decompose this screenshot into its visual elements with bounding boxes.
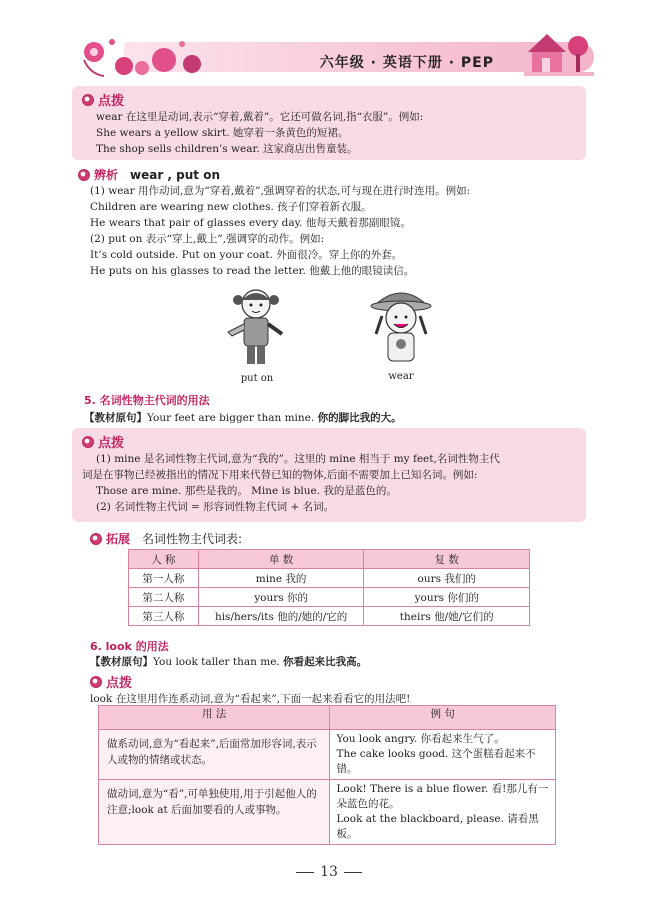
tuozhan-caption: 名词性物主代词表: bbox=[142, 532, 243, 546]
dianbo-box-1 bbox=[72, 86, 586, 160]
dianbo-title: 点拨 bbox=[98, 436, 125, 451]
source-tag: 【教材原句】 bbox=[84, 412, 147, 424]
table-cell: ours 我们的 bbox=[364, 569, 530, 588]
example-line: The cake looks good. 这个蛋糕看起来不错。 bbox=[336, 748, 536, 775]
girl-figure-icon bbox=[212, 286, 302, 370]
page-header bbox=[64, 18, 594, 78]
figure-caption: put on bbox=[240, 373, 274, 384]
table-header-row bbox=[129, 550, 530, 569]
jiexi-title: 辨析 bbox=[94, 168, 119, 182]
girl-putting-on-clothes-figure bbox=[212, 286, 302, 384]
example-cell bbox=[330, 780, 556, 845]
source-tag: 【教材原句】 bbox=[90, 656, 153, 668]
table-row bbox=[129, 588, 530, 607]
table-header-cell: 例 句 bbox=[330, 706, 556, 730]
dianbo-label-1 bbox=[82, 90, 576, 109]
table-header-cell: 复 数 bbox=[364, 550, 530, 569]
text-line: Children are wearing new clothes. 孩子们穿着新衣服。 bbox=[90, 201, 372, 213]
text-line: She wears a yellow skirt. 她穿着一条黄色的短裙。 bbox=[96, 127, 349, 139]
text-line: (1) mine 是名词性物主代词,意为“我的”。这里的 mine 相当于 my feet,名词性物主代 bbox=[96, 453, 500, 465]
bullet-icon bbox=[82, 436, 94, 448]
house-tree-icon bbox=[524, 24, 594, 80]
text-line: Those are mine. 那些是我的。 Mine is blue. 我的是蓝色的。 bbox=[96, 485, 397, 497]
text-line: He wears that pair of glasses every day. 他每天戴着那副眼镜。 bbox=[90, 217, 411, 229]
dianbo-title: 点拨 bbox=[106, 676, 133, 691]
table-row bbox=[99, 730, 556, 780]
flower-decoration-icon bbox=[64, 30, 224, 80]
usage-cell: 做系动词,意为“看起来”,后面常加形容词,表示人或物的情绪或状态。 bbox=[99, 730, 330, 780]
table-cell: mine 我的 bbox=[198, 569, 364, 588]
table-cell: yours 你们的 bbox=[364, 588, 530, 607]
bullet-icon bbox=[82, 94, 94, 106]
table-cell: his/hers/its 他的/她的/它的 bbox=[198, 607, 364, 626]
table-row bbox=[129, 607, 530, 626]
dianbo-title: 点拨 bbox=[98, 94, 125, 109]
text-line: (2) put on 表示“穿上,戴上”,强调穿的动作。例如: bbox=[90, 233, 325, 245]
tuozhan-section bbox=[90, 530, 540, 547]
jiexi-section bbox=[78, 166, 588, 279]
page-number bbox=[0, 864, 658, 880]
table-cell: yours 你的 bbox=[198, 588, 364, 607]
section-heading: 6. look 的用法 bbox=[90, 640, 169, 653]
table-header-row bbox=[99, 706, 556, 730]
table-cell: 第一人称 bbox=[129, 569, 199, 588]
example-line: Look at the blackboard, please. 请看黑板。 bbox=[336, 813, 539, 840]
table-cell: 第二人称 bbox=[129, 588, 199, 607]
text-line: look 在这里用作连系动词,意为“看起来”,下面一起来看看它的用法吧! bbox=[90, 693, 411, 705]
figure-caption: wear bbox=[388, 371, 414, 382]
dianbo-label-2 bbox=[82, 432, 576, 451]
dianbo-box-2 bbox=[72, 428, 586, 522]
tuozhan-title: 拓展 bbox=[106, 532, 131, 546]
table-header-cell: 单 数 bbox=[198, 550, 364, 569]
example-line: Look! There is a blue flower. 看!那儿有一朵蓝色的花。 bbox=[336, 783, 549, 810]
text-line: The shop sells children’s wear. 这家商店出售童装。 bbox=[96, 143, 358, 155]
text-line: wear 在这里是动词,表示“穿着,戴着”。它还可做名词,指“衣服”。例如: bbox=[96, 111, 424, 123]
source-sentence bbox=[84, 410, 594, 426]
source-cn: 你看起来比我高。 bbox=[283, 656, 368, 668]
text-line: He puts on his glasses to read the letter. 他戴上他的眼镜读信。 bbox=[90, 265, 415, 277]
table-row bbox=[129, 569, 530, 588]
source-en: You look taller than me. bbox=[153, 656, 280, 668]
section-heading: 5. 名词性物主代词的用法 bbox=[84, 394, 210, 407]
table-cell: 第三人称 bbox=[129, 607, 199, 626]
usage-cell: 做动词,意为“看”,可单独使用,用于引起他人的注意;look at 后面加要看的人或事物。 bbox=[99, 780, 330, 845]
table-row bbox=[99, 780, 556, 845]
text-line: It’s cold outside. Put on your coat. 外面很冷。穿上你的外套。 bbox=[90, 249, 403, 261]
girl-wearing-hat-figure bbox=[356, 284, 446, 384]
section-6 bbox=[90, 638, 590, 707]
look-usage-table bbox=[98, 705, 556, 845]
source-en: Your feet are bigger than mine. bbox=[147, 412, 315, 424]
source-sentence bbox=[90, 654, 590, 670]
bullet-icon bbox=[78, 169, 90, 181]
source-cn: 你的脚比我的大。 bbox=[317, 412, 402, 424]
table-header-cell: 人 称 bbox=[129, 550, 199, 569]
table-header-cell: 用 法 bbox=[99, 706, 330, 730]
jiexi-subject: wear , put on bbox=[130, 167, 221, 182]
girl-hat-figure-icon bbox=[356, 284, 446, 368]
example-line: You look angry. 你看起来生气了。 bbox=[336, 733, 505, 745]
bullet-icon bbox=[90, 533, 102, 545]
table-cell: theirs 他/她/它们的 bbox=[364, 607, 530, 626]
page-number-text: 13 bbox=[320, 864, 338, 880]
text-line: (1) wear 用作动词,意为“穿着,戴着”,强调穿着的状态,可与现在进行时连用。例如: bbox=[90, 185, 471, 197]
jiexi-label bbox=[78, 166, 588, 183]
dianbo-label-3 bbox=[90, 672, 590, 691]
text-line: (2) 名词性物主代词 = 形容词性物主代词 + 名词。 bbox=[96, 501, 335, 513]
section-5 bbox=[84, 392, 594, 426]
header-title: 六年级 · 英语下册 · PEP bbox=[319, 55, 494, 71]
text-line: 词是在事物已经被指出的情况下用来代替已知的物体,后面不需要加上已知名词。例如: bbox=[82, 469, 478, 481]
tuozhan-label bbox=[90, 530, 540, 547]
bullet-icon bbox=[90, 676, 102, 688]
pronoun-table bbox=[128, 549, 530, 626]
example-cell bbox=[330, 730, 556, 780]
